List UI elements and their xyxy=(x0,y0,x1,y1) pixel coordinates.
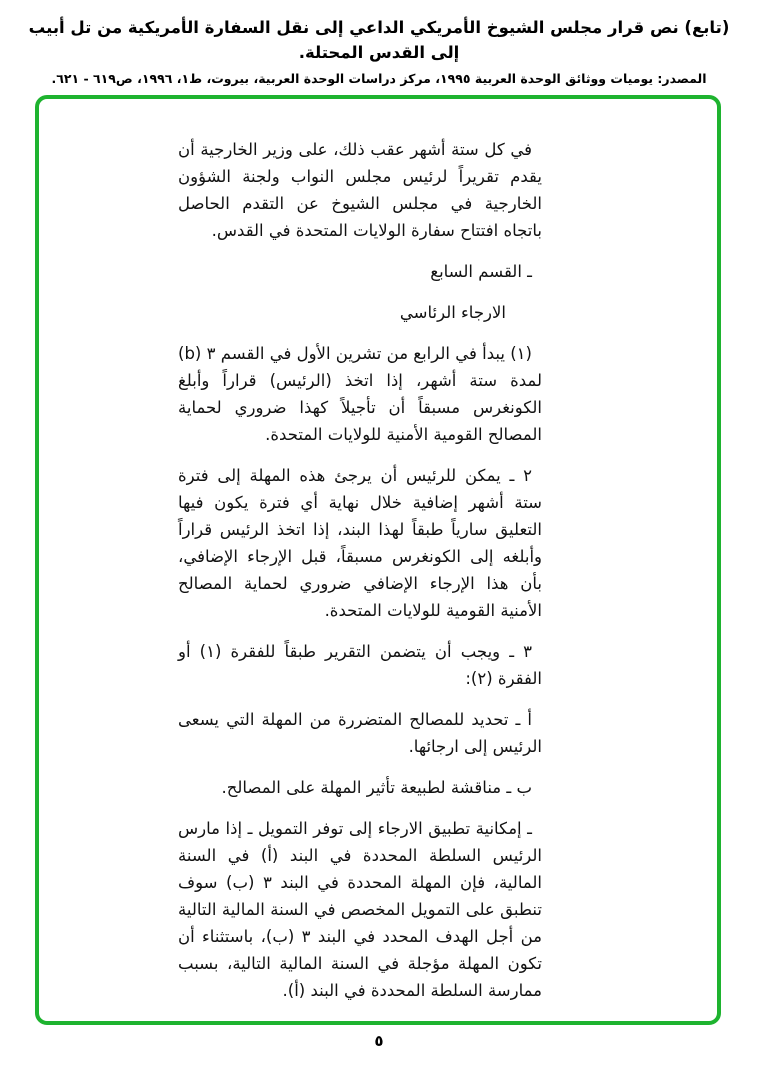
document-title: (تابع) نص قرار مجلس الشيوخ الأمريكي الداعي إلى نقل السفارة الأمريكية من تل أبيب إلى القدس المحتلة. xyxy=(28,18,730,62)
section-seven-heading: ـ القسم السابع xyxy=(430,262,532,281)
document-source-citation: المصدر: يوميات ووثائق الوحدة العربية ١٩٩٥، مركز دراسات الوحدة العربية، بيروت، ط١، ١٩٩٦، ص٦١٩ - ٦٢١. xyxy=(51,70,707,86)
intro-paragraph: في كل ستة أشهر عقب ذلك، على وزير الخارجية أن يقدم تقريراً لرئيس مجلس النواب ولجنة الشؤون الخارجية في مجلس الشيوخ عن التقدم الحاصل باتجاه افتتاح سفارة الولايات المتحدة في القدس. xyxy=(178,140,542,240)
funding-note-paragraph: ـ إمكانية تطبيق الارجاء إلى توفر التمويل ـ إذا مارس الرئيس السلطة المحددة في البند (أ) في السنة المالية، فإن المهلة المحددة في البند ٣ (ب) سوف تنطبق على التمويل المخصص في السنة المالية التالية من أجل الهدف المحدد في البند ٣ (ب)، باستثناء أن تكون المهلة مؤجلة في السنة المالية التالية، بسبب ممارسة السلطة المحددة في البند (أ). xyxy=(178,819,543,1000)
presidential-deferral-title: الارجاء الرئاسي xyxy=(399,303,506,322)
clause-1-paragraph: (١) يبدأ في الرابع من تشرين الأول في القسم ٣ (b) لمدة ستة أشهر، إذا اتخذ (الرئيس) قراراً وأبلغ الكونغرس مسبقاً أن تأجيلاً كهذا ضروري لحماية المصالح القومية الأمنية للولايات المتحدة. xyxy=(178,344,542,444)
clause-2-paragraph: ٢ ـ يمكن للرئيس أن يرجئ هذه المهلة إلى فترة ستة أشهر إضافية خلال نهاية أي فترة يكون فيها التعليق سارياً طبقاً لهذا البند، إذا اتخذ الرئيس قراراً وأبلغه إلى الكونغرس مسبقاً، قبل الإرجاء الإضافي، بأن هذا الإرجاء الإضافي ضروري لحماية المصالح الأمنية القومية للولايات المتحدة. xyxy=(178,466,542,620)
clause-3-paragraph: ٣ ـ ويجب أن يتضمن التقرير طبقاً للفقرة (١) أو الفقرة (٢): xyxy=(178,642,542,688)
page-number: ٥ xyxy=(374,1032,384,1050)
document-text-column xyxy=(178,136,542,1018)
page-header xyxy=(12,16,746,86)
item-b-paragraph: ب ـ مناقشة لطبيعة تأثير المهلة على المصالح. xyxy=(221,778,532,797)
item-a-paragraph: أ ـ تحديد للمصالح المتضررة من المهلة التي يسعى الرئيس إلى ارجائها. xyxy=(178,710,542,756)
